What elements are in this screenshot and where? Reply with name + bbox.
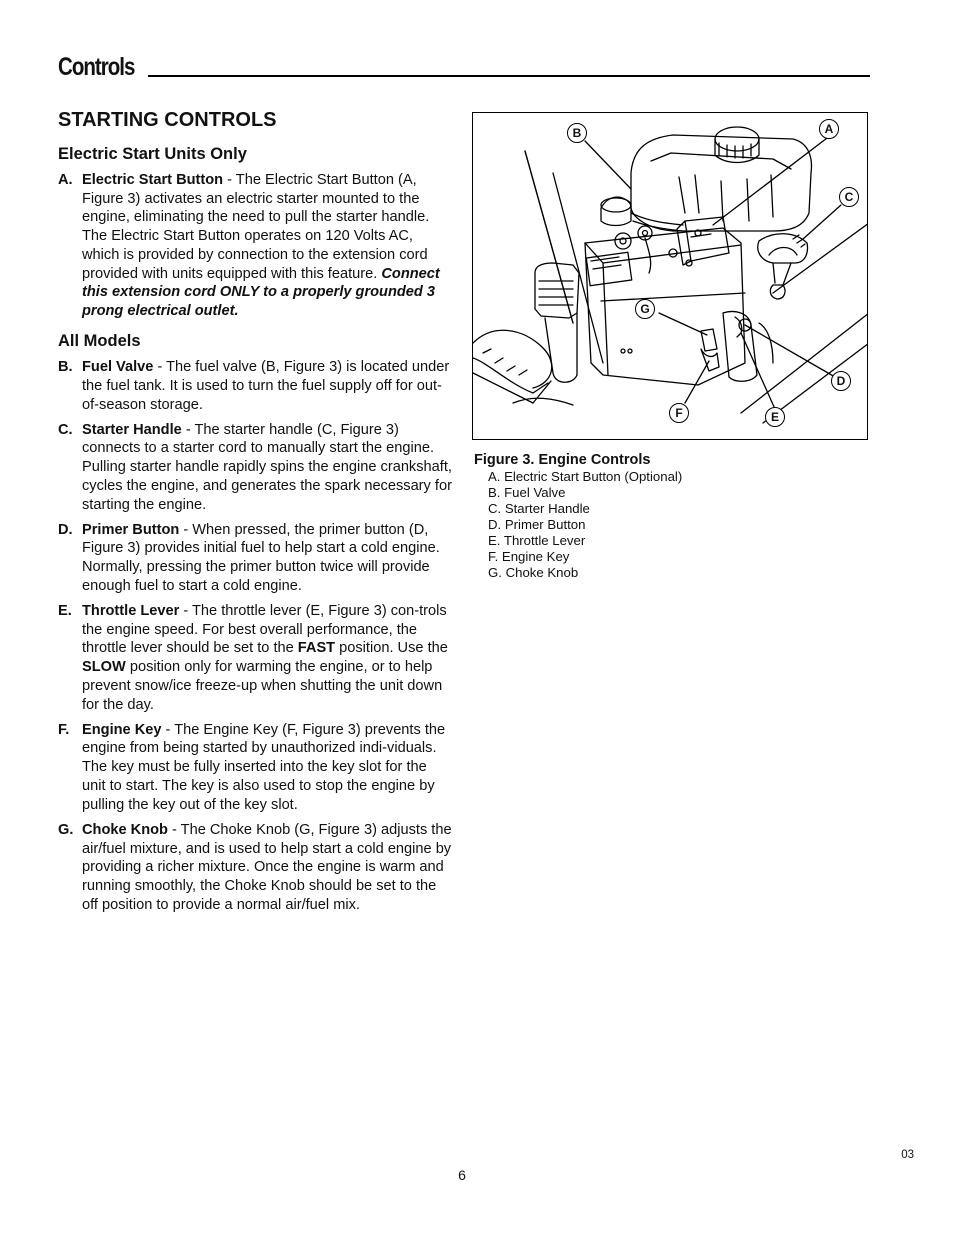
callout-f: F [669, 403, 689, 423]
section-title: STARTING CONTROLS [58, 109, 277, 131]
callout-g: G [635, 299, 655, 319]
item-letter: G. [58, 821, 74, 838]
item-letter: D. [58, 521, 73, 538]
page-title: Controls [58, 53, 135, 81]
item-text: - When pressed, the primer button (D, Figure 3) provides initial fuel to help start a cold engine. Normally, pressing the primer button twice will provide enough fuel to start a cold engine. [82, 521, 440, 594]
subheading-electric-start: Electric Start Units Only [58, 145, 247, 163]
item-letter: F. [58, 721, 70, 738]
figure-caption [474, 452, 854, 581]
item-text: - The fuel valve (B, Figure 3) is located under the fuel tank. It is used to turn the fuel supply off for out-of-season storage. [82, 359, 450, 413]
engine-illustration [473, 113, 868, 440]
item-text: - The starter handle (C, Figure 3) connects to a starter cord to manually start the engine. Pulling starter handle rapidly spins the engine crankshaft, cycles the engine, and generates the spark necessary for starting the engine. [82, 421, 452, 513]
caption-title: Figure 3. Engine Controls [474, 452, 651, 468]
item-lead: Throttle Lever [82, 603, 180, 620]
item-text: - The Electric Start Button (A, Figure 3) activates an electric starter mounted to the engine, eliminating the need to pull the starter handle. The Electric Start Button operates on 120 Volts AC, which is provided by connection to the extension cord provided with units equipped with this feature. [82, 172, 430, 282]
legend-item: F. Engine Key [488, 549, 570, 564]
fast-keyword: FAST [297, 640, 336, 657]
control-item-c [58, 421, 454, 515]
title-rule [148, 75, 870, 77]
page-header [58, 52, 870, 82]
subheading-all-models: All Models [58, 332, 141, 351]
item-letter: C. [58, 421, 73, 438]
callout-a: A [819, 119, 839, 139]
text-column [58, 108, 454, 921]
caption-legend [474, 469, 854, 581]
legend-item: E. Throttle Lever [488, 533, 586, 548]
item-warning: Connect this extension cord ONLY to a properly grounded 3 prong electrical outlet. [82, 265, 440, 319]
callout-b: B [567, 123, 587, 143]
item-letter: E. [58, 603, 72, 620]
legend-item: A. Electric Start Button (Optional) [488, 469, 683, 484]
page-number: 6 [458, 1167, 466, 1183]
legend-item: D. Primer Button [488, 517, 586, 532]
control-item-a [58, 171, 454, 321]
item-text: position. Use the [335, 640, 448, 657]
control-item-f [58, 721, 454, 815]
item-letter: A. [58, 172, 73, 188]
slow-keyword: SLOW [82, 659, 126, 676]
item-lead: Primer Button [82, 521, 180, 538]
item-lead: Choke Knob [82, 821, 168, 838]
item-lead: Starter Handle [82, 421, 182, 438]
control-item-g [58, 821, 454, 915]
legend-item: G. Choke Knob [488, 565, 579, 580]
item-lead: Electric Start Button [82, 172, 224, 188]
item-letter: B. [58, 359, 73, 376]
callout-c: C [839, 187, 859, 207]
control-item-d [58, 521, 454, 596]
item-text: - The throttle lever (E, Figure 3) con-trols the engine speed. For best overall performance, the throttle lever should be set to the [82, 603, 447, 657]
callout-d: D [831, 371, 851, 391]
item-lead: Engine Key [82, 721, 162, 738]
legend-item: C. Starter Handle [488, 501, 590, 516]
document-code: 03 [901, 1149, 914, 1161]
callout-e: E [765, 407, 785, 427]
item-lead: Fuel Valve [82, 359, 154, 376]
engine-controls-figure [472, 112, 868, 440]
legend-item: B. Fuel Valve [488, 485, 566, 500]
item-text: - The Engine Key (F, Figure 3) prevents the engine from being started by unauthorized indi-viduals. The key must be fully inserted into the key slot for the unit to start. The key is also used to stop the engine by pulling the key out of the key slot. [82, 721, 446, 813]
item-text: - The Choke Knob (G, Figure 3) adjusts the air/fuel mixture, and is used to help start a cold engine by providing a richer mixture. Once the engine is warm and running smoothly, the Choke Knob should be set to the off position to provide a normal air/fuel mix. [82, 821, 452, 913]
item-text: position only for warming the engine, or to help prevent snow/ice freeze-up when shutting the unit down for the day. [82, 659, 443, 713]
control-item-b [58, 358, 454, 414]
control-item-e [58, 602, 454, 714]
